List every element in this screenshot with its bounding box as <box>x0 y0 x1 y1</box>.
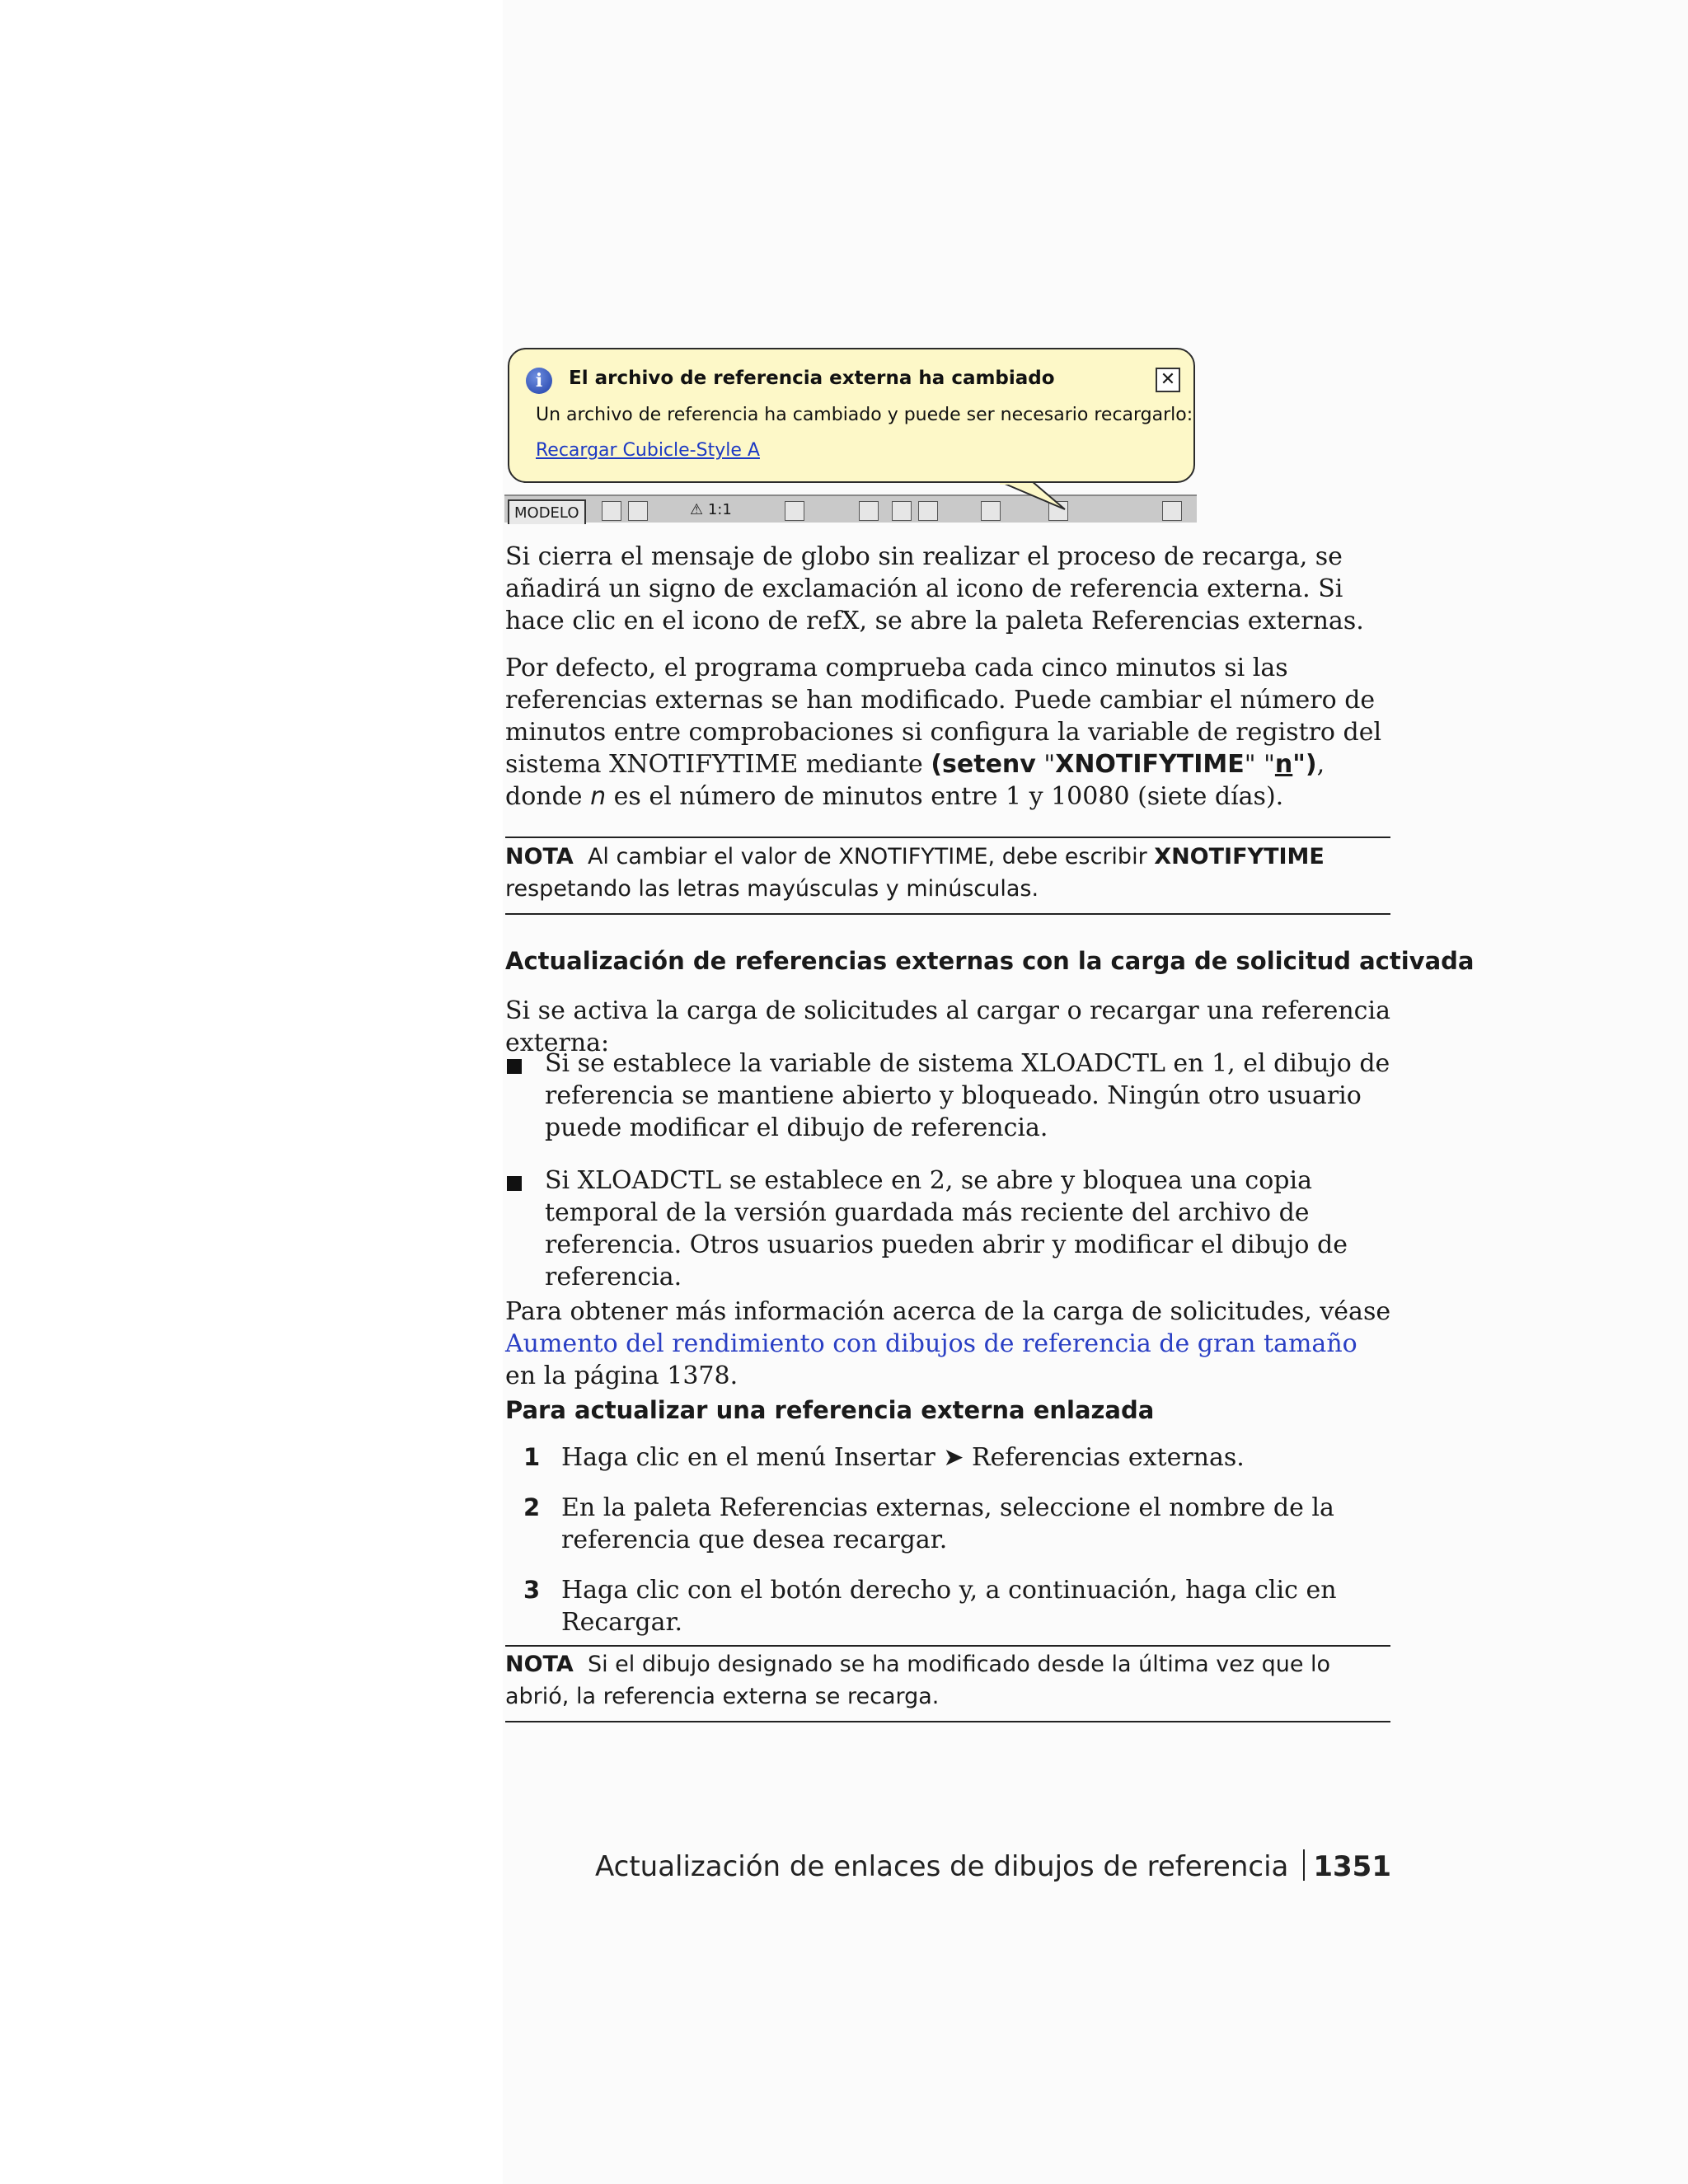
note-xnotifytime <box>505 841 1395 905</box>
footer-separator <box>1303 1849 1305 1881</box>
p2-n-italic: n <box>590 782 607 811</box>
balloon-message: Un archivo de referencia ha cambiado y puede ser necesario recargarlo: <box>536 405 1193 425</box>
performance-link[interactable]: Aumento del rendimiento con dibujos de referencia de gran tamaño <box>505 1329 1357 1358</box>
p2-quote-1: " <box>1035 750 1056 779</box>
bullet-square <box>507 1059 522 1074</box>
scale-value: 1:1 <box>707 501 732 518</box>
note2-label: NOTA <box>505 1652 574 1677</box>
step-number: 3 <box>523 1576 541 1604</box>
note2-bottom-rule <box>505 1721 1390 1722</box>
step-number: 2 <box>523 1493 541 1521</box>
step-text: Haga clic en el menú Insertar ➤ Referencias externas. <box>561 1443 1245 1472</box>
page-footer <box>595 1849 1391 1883</box>
step-number: 1 <box>523 1443 541 1471</box>
p2-text-d: es el número de minutos entre 1 y 10080 (siete días). <box>606 782 1284 811</box>
p2-close-paren: ") <box>1292 750 1317 779</box>
note2-top-rule <box>505 1645 1390 1647</box>
bullet-square <box>507 1176 522 1191</box>
note1-top-rule <box>505 837 1390 838</box>
paragraph-more-info <box>505 1296 1395 1392</box>
scale-icon: ⚠ <box>690 501 708 518</box>
reload-link[interactable]: Recargar Cubicle-Style A <box>536 440 760 461</box>
p2-setenv: (setenv <box>931 750 1036 779</box>
heading-demand-load: Actualización de referencias externas con la carga de solicitud activada <box>505 947 1475 975</box>
p2-quote-2: " " <box>1244 750 1275 779</box>
footer-title: Actualización de enlaces de dibujos de referencia <box>594 1850 1289 1883</box>
bullet-text: Si se establece la variable de sistema XLOADCTL en 1, el dibujo de referencia se mantiene abierto y bloqueado. Ningún otro usuario puede modificar el dibujo de referencia. <box>545 1049 1390 1142</box>
heading-procedure: Para actualizar una referencia externa enlazada <box>505 1396 1155 1424</box>
page-number: 1351 <box>1313 1850 1391 1883</box>
step-text: Haga clic con el botón derecho y, a continuación, haga clic en Recargar. <box>561 1576 1337 1637</box>
note2-text: Si el dibujo designado se ha modificado desde la última vez que lo abrió, la referencia externa se recarga. <box>505 1652 1331 1709</box>
close-icon[interactable]: ✕ <box>1156 368 1180 392</box>
p2-text-a: Por defecto, el programa comprueba cada cinco minutos si las referencias externas se han modificado. Puede cambiar el número de minutos entre comprobaciones si configura la variable de registro del sistema XNOTIFYTIME mediante <box>505 654 1382 779</box>
p2-n-param: n <box>1274 750 1293 779</box>
model-tab[interactable]: MODELO <box>508 499 586 524</box>
paragraph-balloon-close: Si cierra el mensaje de globo sin realizar el proceso de recarga, se añadirá un signo de exclamación al icono de referencia externa. Si hace clic en el icono de refX, se abre la paleta Referencias externas. <box>505 542 1364 635</box>
note1-text-a: Al cambiar el valor de XNOTIFYTIME, debe escribir <box>587 844 1155 869</box>
note1-text-b: respetando las letras mayúsculas y minúsculas. <box>505 876 1039 902</box>
p2-text-c: , donde <box>505 750 1325 811</box>
info-icon: i <box>526 368 552 394</box>
balloon-title: El archivo de referencia externa ha cambiado <box>569 368 1055 389</box>
bullet-text: Si XLOADCTL se establece en 2, se abre y bloquea una copia temporal de la versión guardada más reciente del archivo de referencia. Otros usuarios pueden abrir y modificar el dibujo de referencia. <box>545 1166 1348 1291</box>
note-reload <box>505 1648 1395 1713</box>
p2-var-name: XNOTIFYTIME <box>1055 750 1245 779</box>
notification-balloon <box>508 348 1195 483</box>
balloon-screenshot <box>504 344 1197 521</box>
note1-bold: XNOTIFYTIME <box>1154 844 1325 869</box>
step-text: En la paleta Referencias externas, seleccione el nombre de la referencia que desea recargar. <box>561 1493 1334 1554</box>
p4-text-b: en la página 1378. <box>505 1361 738 1390</box>
note1-bottom-rule <box>505 913 1390 915</box>
note1-label: NOTA <box>505 844 574 869</box>
p4-text-a: Para obtener más información acerca de la carga de solicitudes, véase <box>505 1297 1391 1326</box>
paragraph-demand-load: Si se activa la carga de solicitudes al cargar o recargar una referencia externa: <box>505 996 1390 1057</box>
paragraph-xnotifytime <box>505 652 1395 813</box>
